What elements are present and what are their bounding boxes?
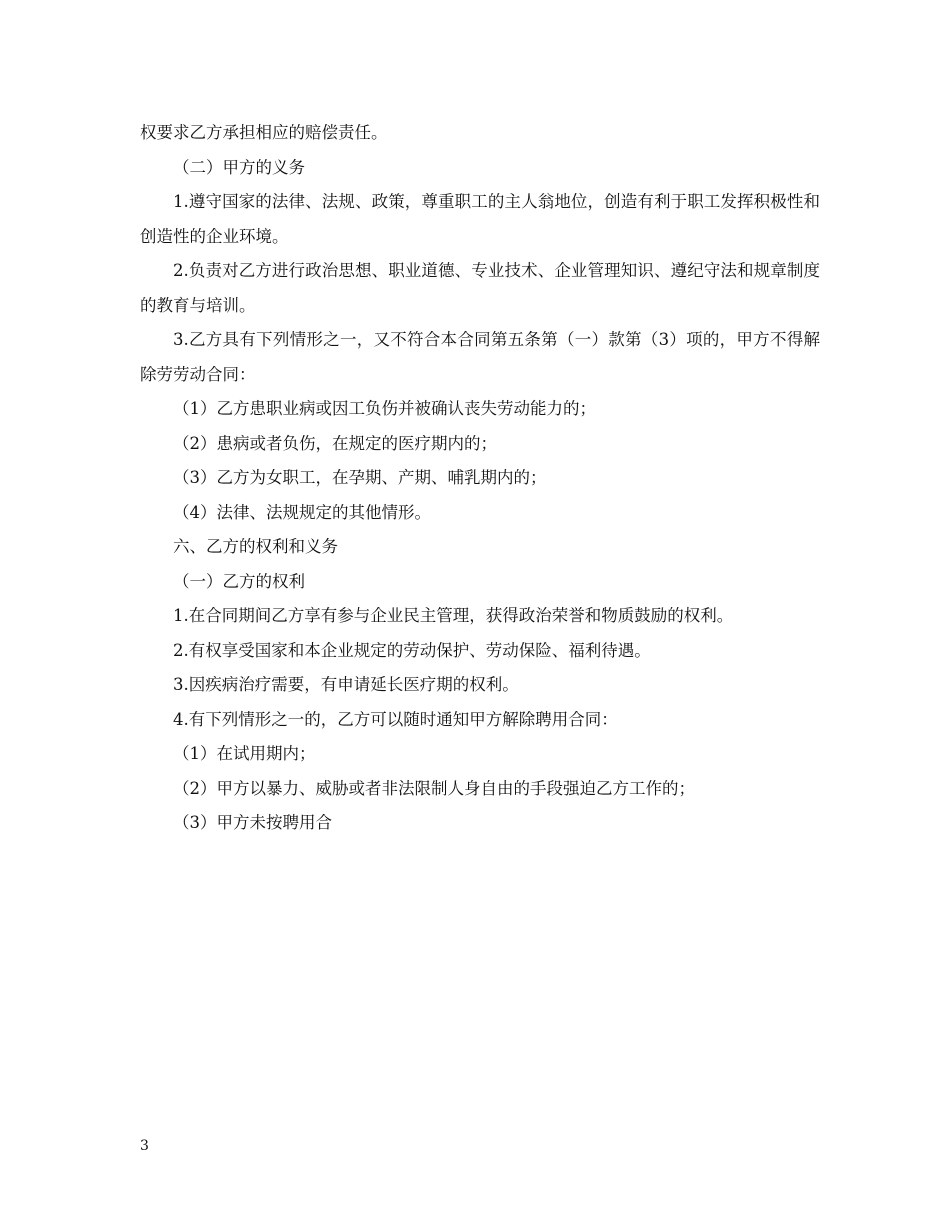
page-number: 3 xyxy=(140,1138,149,1154)
list-item: （1）乙方患职业病或因工负伤并被确认丧失劳动能力的； xyxy=(173,399,596,418)
paragraph-right-3: 3.因疾病治疗需要，有申请延长医疗期的权利。 xyxy=(173,675,519,694)
heading-party-a-obligations: （二）甲方的义务 xyxy=(173,157,305,177)
paragraph-obligation-1: 1.遵守国家的法律、法规、政策，尊重职工的主人翁地位，创造有利于职工发挥积极性和创造性的企业环境。 xyxy=(140,192,820,246)
document-body xyxy=(140,116,820,841)
list-item: （3）乙方为女职工，在孕期、产期、哺乳期内的； xyxy=(173,468,547,487)
heading-party-b-rights: （一）乙方的权利 xyxy=(173,571,305,591)
paragraph-right-2: 2.有权享受国家和本企业规定的劳动保护、劳动保险、福利待遇。 xyxy=(173,640,651,660)
list-item: （1）在试用期内； xyxy=(173,744,316,763)
list-item: （3）甲方未按聘用合 xyxy=(173,813,332,832)
paragraph-right-1: 1.在合同期间乙方享有参与企业民主管理，获得政治荣誉和物质鼓励的权利。 xyxy=(173,606,734,625)
paragraph-obligation-2: 2.负责对乙方进行政治思想、职业道德、专业技术、企业管理知识、遵纪守法和规章制度的教育与培训。 xyxy=(140,261,820,315)
paragraph-right-4: 4.有下列情形之一的，乙方可以随时通知甲方解除聘用合同： xyxy=(173,709,618,729)
section-heading-party-b: 六、乙方的权利和义务 xyxy=(173,537,338,556)
list-item: （4）法律、法规规定的其他情形。 xyxy=(173,502,431,522)
paragraph-continuation: 权要求乙方承担相应的赔偿责任。 xyxy=(140,123,388,142)
list-item: （2）甲方以暴力、威胁或者非法限制人身自由的手段强迫乙方工作的； xyxy=(173,778,695,798)
list-item: （2）患病或者负伤，在规定的医疗期内的； xyxy=(173,433,497,453)
paragraph-obligation-3: 3.乙方具有下列情形之一，又不符合本合同第五条第（一）款第（3）项的，甲方不得解除劳劳动合同： xyxy=(140,330,820,384)
